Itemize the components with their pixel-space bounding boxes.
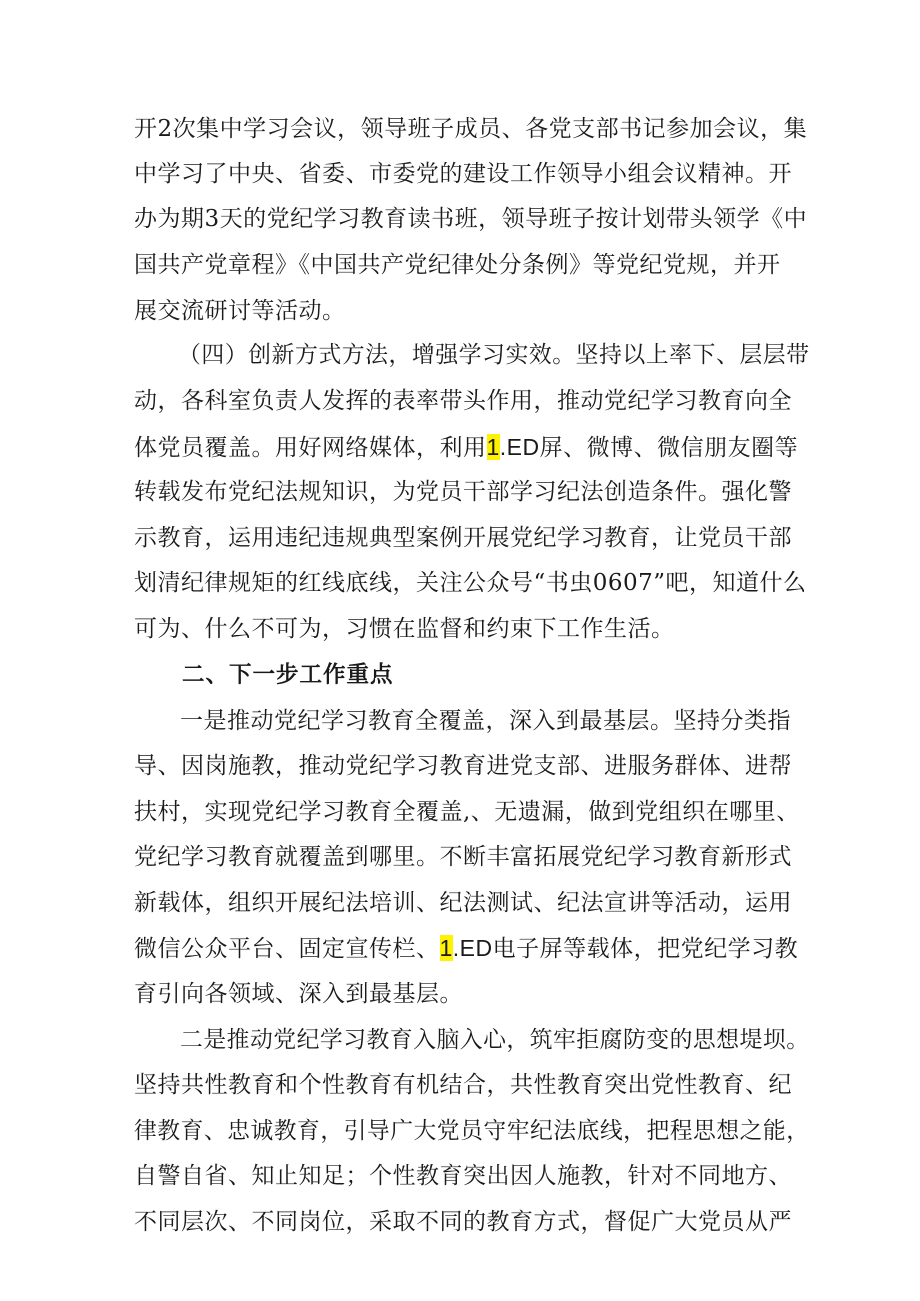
body-text-line-with-highlight — [134, 432, 798, 463]
body-text-line: 动，各科室负责人发挥的表率带头作用，推动党纪学习教育向全 — [134, 388, 792, 414]
body-text-line: 国共产党章程》《中国共产党纪律处分条例》等党纪党规，并开 — [134, 252, 781, 278]
body-text-line: 示教育，运用违纪违规典型案例开展党纪学习教育，让党员干部 — [134, 525, 792, 551]
body-text-line: 坚持共性教育和个性教育有机结合，共性教育突出党性教育、纪 — [134, 1072, 792, 1098]
paragraph-start: 二是推动党纪学习教育入脑入心，筑牢拒腐防变的思想堤坝。 — [180, 1027, 810, 1053]
body-text-line: 开2次集中学习会议，领导班子成员、各党支部书记参加会议，集 — [134, 116, 808, 142]
body-text-line-with-highlight — [134, 933, 798, 964]
section-heading: 二、下一步工作重点 — [182, 662, 394, 688]
body-text-line: 中学习了中央、省委、市委党的建设工作领导小组会议精神。开 — [134, 161, 792, 187]
body-text-line: 划清纪律规矩的红线底线，关注公众号“书虫0607”吧，知道什么 — [134, 570, 807, 596]
highlighted-text: 1 — [439, 935, 453, 961]
body-text-line: 转载发布党纪法规知识，为党员干部学习纪法创造条件。强化警 — [134, 479, 792, 505]
text-segment: 体党员覆盖。用好网络媒体，利用 — [134, 435, 487, 461]
body-text-line: 育引向各领域、深入到最基层。 — [134, 981, 463, 1007]
body-text-line: 自警自省、知止知足；个性教育突出因人施教，针对不同地方、 — [134, 1163, 792, 1189]
body-text-line: 导、因岗施教，推动党纪学习教育进党支部、进服务群体、进帮 — [134, 753, 792, 779]
paragraph-start: 一是推动党纪学习教育全覆盖，深入到最基层。坚持分类指 — [180, 708, 791, 734]
body-text-line: 新载体，组织开展纪法培训、纪法测试、纪法宣讲等活动，运用 — [134, 890, 792, 916]
text-segment: .ED屏、微博、微信朋友圈等 — [499, 434, 799, 460]
body-text-line: 办为期3天的党纪学习教育读书班，领导班子按计划带头领学《中 — [134, 206, 808, 232]
text-segment: 微信公众平台、固定宣传栏、 — [134, 936, 440, 962]
body-text-line: 律教育、忠诚教育，引导广大党员守牢纪法底线，把程思想之能， — [134, 1118, 810, 1144]
highlighted-text: 1 — [486, 434, 500, 460]
body-text-line: 不同层次、不同岗位，采取不同的教育方式，督促广大党员从严 — [134, 1209, 792, 1235]
body-text-line: 扶村，实现党纪学习教育全覆盖,、无遗漏，做到党组织在哪里、 — [134, 799, 800, 825]
body-text-line: 展交流研讨等活动。 — [134, 298, 346, 324]
body-text-line: 党纪学习教育就覆盖到哪里。不断丰富拓展党纪学习教育新形式 — [134, 844, 792, 870]
text-segment: .ED电子屏等载体，把党纪学习教 — [452, 935, 799, 961]
section-paragraph-start: （四）创新方式方法，增强学习实效。坚持以上率下、层层带 — [178, 342, 810, 368]
body-text-line: 可为、什么不可为，习惯在监督和约束下工作生活。 — [134, 616, 675, 642]
